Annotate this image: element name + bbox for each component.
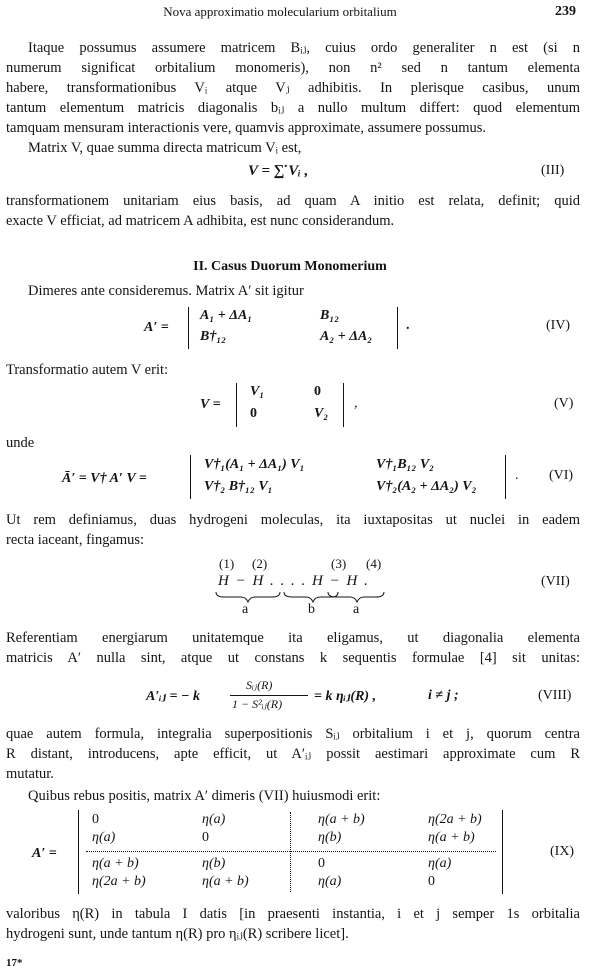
- matrix-cell: V†₂ B†₁₂ V₁: [204, 479, 273, 494]
- para10-line: valoribus η(R) in tabula I datis [in praesenti instantia, i et j semper 1s orbitalia: [6, 906, 580, 922]
- equation-lhs: A′ =: [144, 320, 169, 335]
- matrix-cell: η(2a + b): [92, 874, 146, 889]
- matrix-cell: V†₂(A₂ + ΔA₂) V₂: [376, 479, 477, 494]
- molecule-chain: H − H . . . . H − H .: [218, 573, 368, 589]
- equation-condition: i ≠ j ;: [428, 688, 459, 703]
- matrix-cell: 0: [428, 874, 435, 889]
- matrix-cell: η(a + b): [92, 856, 139, 871]
- underbraces: [210, 590, 400, 604]
- para4-line: Dimeres ante consideremus. Matrix A′ sit igitur: [28, 283, 304, 299]
- matrix-cell: 0: [202, 830, 209, 845]
- equation-number: (IV): [546, 318, 571, 333]
- atom-label: (2): [252, 556, 268, 571]
- matrix-cell: 0: [92, 812, 99, 827]
- running-header: Nova approximatio molecularium orbitalium: [163, 4, 397, 19]
- page-number: 239: [555, 4, 576, 19]
- matrix-cell: V₁: [250, 384, 265, 399]
- section-title: II. Casus Duorum Monomerium: [193, 259, 387, 274]
- para3-line: exacte V efficiat, ad matricem A adhibita, est nunc considerandum.: [6, 213, 395, 229]
- matrix-cell: η(a): [92, 830, 116, 845]
- para6-line: recta iaceant, fingamus:: [6, 532, 145, 548]
- equation-tail: .: [406, 318, 410, 333]
- matrix-bar-left: [78, 810, 79, 894]
- equation-lhs: Ā′ = V† A′ V =: [62, 471, 147, 486]
- equation-rhs: = k ηᵢⱼ(R) ,: [314, 689, 377, 704]
- equation-number: (V): [554, 396, 574, 411]
- fraction-bar: [230, 695, 308, 696]
- matrix-cell: V₂: [314, 406, 329, 421]
- matrix-bar-right: [397, 307, 398, 349]
- equation-number: (IX): [550, 844, 575, 859]
- para1-line: tamquam mensuram interactionis vere, quamvis approximate, assumere possumus.: [6, 120, 486, 136]
- matrix-cell: η(a): [202, 812, 226, 827]
- matrix-cell: 0: [318, 856, 325, 871]
- matrix-cell: η(a): [318, 874, 342, 889]
- para10-line: hydrogeni sunt, unde tantum η(R) pro ηᵢⱼ(R) scribere licet].: [6, 926, 349, 942]
- para1-line: Itaque possumus assumere matricem Bᵢⱼ, cuius ordo generaliter n est (si n: [28, 40, 580, 56]
- para3-line: transformationem unitariam eius basis, ad quam A initio est relata, definit; quid: [6, 193, 580, 209]
- para7-line: matricis A′ nulla sint, atque ut constans k sequentis formulae [4] sit unitas:: [6, 650, 580, 666]
- equation-number: (VI): [549, 468, 574, 483]
- equation-tail: .: [515, 468, 519, 483]
- matrix-cell: V†₁(A₁ + ΔA₁) V₁: [204, 457, 305, 472]
- underbrace-a2: [328, 592, 384, 602]
- matrix-bar-right: [343, 383, 344, 427]
- equation-number: (III): [541, 163, 565, 178]
- underbrace-a: [216, 592, 280, 602]
- equation-number: (VIII): [538, 688, 572, 703]
- para8-line: quae autem formula, integralia superpositionis Sᵢⱼ orbitalium i et j, quorum centra: [6, 726, 580, 742]
- underbrace-b: [284, 592, 338, 602]
- matrix-cell: η(a + b): [428, 830, 475, 845]
- equation-tail: ,: [354, 396, 358, 411]
- matrix-cell: η(2a + b): [428, 812, 482, 827]
- block-divider-horizontal: [86, 851, 496, 852]
- signature-mark: 17*: [6, 957, 23, 969]
- matrix-bar-right: [502, 810, 503, 894]
- fraction-numerator: Sᵢⱼ(R): [246, 678, 273, 692]
- matrix-cell: B†₁₂: [200, 329, 227, 344]
- matrix-cell: η(a): [428, 856, 452, 871]
- matrix-bar-left: [236, 383, 237, 427]
- matrix-cell: 0: [250, 406, 257, 421]
- para1-line: tantum elementum matricis diagonalis bᵢⱼ a nullo multum differt: quod elementum: [6, 100, 580, 116]
- brace-label: a: [242, 602, 249, 617]
- para1-line: habere, transformationibus Vᵢ atque Vⱼ adhibitis. In plerisque casibus, unum: [6, 80, 580, 96]
- matrix-cell: η(a + b): [202, 874, 249, 889]
- matrix-cell: η(a + b): [318, 812, 365, 827]
- para2-line: Matrix V, quae summa directa matricum Vᵢ est,: [28, 140, 302, 156]
- matrix-cell: η(b): [318, 830, 342, 845]
- para6-line: Ut rem definiamus, duas hydrogeni moleculas, ita iuxtapositas ut nuclei in eadem: [6, 512, 580, 528]
- fraction-denominator: 1 − S²ᵢⱼ(R): [232, 697, 283, 711]
- matrix-bar-right: [505, 455, 506, 499]
- equation-lhs: A′ᵢⱼ = − k: [146, 689, 200, 704]
- brace-label: a: [353, 602, 360, 617]
- equation-lhs: A′ =: [32, 846, 57, 861]
- block-divider-vertical: [290, 812, 291, 892]
- equation-III: V = ∑̇ Vᵢ ,: [248, 163, 309, 179]
- matrix-bar-left: [190, 455, 191, 499]
- para1-line: numerum significat orbitalium monomeris), non n² sed n tantum elementa: [6, 60, 580, 76]
- matrix-cell: V†₁B₁₂ V₂: [376, 457, 435, 472]
- atom-label: (4): [366, 556, 382, 571]
- matrix-cell: A₂ + ΔA₂: [320, 329, 373, 344]
- atom-label: (3): [331, 556, 347, 571]
- matrix-cell: A₁ + ΔA₁: [200, 308, 253, 323]
- matrix-cell: η(b): [202, 856, 226, 871]
- equation-lhs: V =: [200, 397, 221, 412]
- matrix-cell: 0: [314, 384, 321, 399]
- para5-line: Transformatio autem V erit:: [6, 362, 169, 378]
- atom-label: (1): [219, 556, 235, 571]
- unde-line: unde: [6, 435, 35, 451]
- brace-label: b: [308, 602, 315, 617]
- equation-number: (VII): [541, 574, 570, 589]
- para7-line: Referentiam energiarum unitatemque ita eligamus, ut diagonalia elementa: [6, 630, 580, 646]
- matrix-bar-left: [188, 307, 189, 349]
- para8-line: R distant, introducens, apte efficit, ut A′ᵢⱼ possit aestimari approximate cum R: [6, 746, 580, 762]
- matrix-cell: B₁₂: [320, 308, 340, 323]
- para8-line: mutatur.: [6, 766, 54, 782]
- para9-line: Quibus rebus positis, matrix A′ dimeris (VII) huiusmodi erit:: [28, 788, 381, 804]
